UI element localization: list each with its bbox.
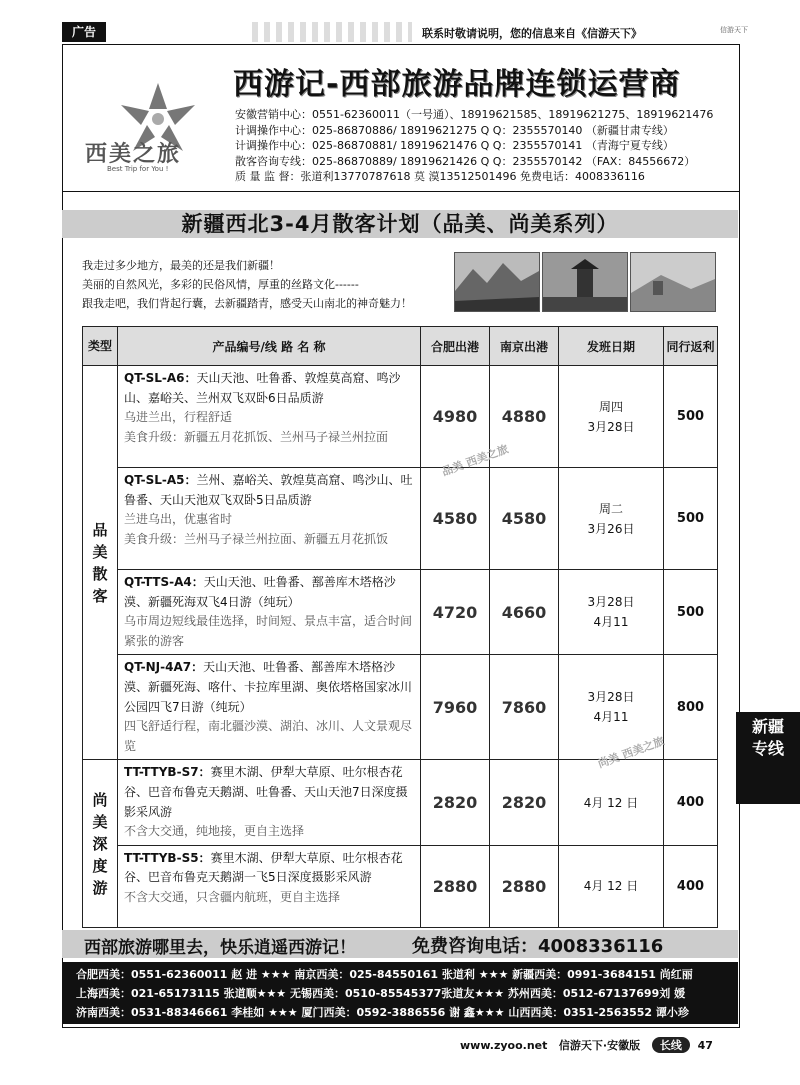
rebate: 800 [664, 655, 718, 760]
route-note: 兰进乌出，优惠省时 [124, 512, 233, 527]
company-title: 西游记-西部旅游品牌连锁运营商 [233, 67, 681, 102]
price-hefei: 2880 [421, 845, 490, 927]
side-tab-char: 专 [751, 739, 768, 758]
date-line: 3月28日 [587, 595, 635, 610]
departure-dates [559, 366, 664, 468]
page-number: 47 [697, 1039, 713, 1052]
branch-line: 合肥西美：0551-62360011 赵 进 ★★★ 南京西美：025-84550161 张道利 ★★★ 新疆西美：0991-3684151 尚红丽 [76, 968, 693, 981]
route-name: 天山天池、吐鲁番、鄯善库木塔格沙漠、新疆死海、喀什、卡拉库里湖、奥依塔格国家冰川公园四飞7日游（纯玩） [124, 660, 413, 714]
slogan-text: 西部旅游哪里去，快乐逍遥西游记！ [84, 938, 356, 958]
price-nanjing: 4880 [490, 366, 559, 468]
category-char: 深 [92, 834, 108, 853]
col-header-hefei: 合肥出港 [421, 327, 490, 366]
category-char: 客 [92, 586, 108, 605]
publication-name: 信游天下·安徽版 [558, 1039, 641, 1052]
table-row [83, 468, 718, 570]
departure-dates [559, 468, 664, 570]
side-tab-char: 线 [768, 739, 785, 758]
product-code: QT-SL-A5： [124, 473, 197, 487]
mountain-photo [454, 252, 540, 312]
category-char: 尚 [92, 790, 108, 809]
date-line: 周二 [598, 501, 623, 516]
date-line: 4月11 [593, 710, 629, 725]
company-header [63, 45, 739, 192]
section-side-tab [736, 712, 800, 804]
price-hefei: 2820 [421, 760, 490, 845]
desert-photo [630, 252, 716, 312]
product-code: QT-SL-A6： [124, 371, 197, 385]
website: www.zyoo.net [460, 1039, 548, 1052]
route-name: 天山天池、吐鲁番、鄯善库木塔格沙漠、新疆死海双飞4日游（纯玩） [124, 575, 396, 609]
section-tag: 长线 [652, 1037, 690, 1053]
contact-list [235, 107, 713, 185]
table-row [83, 760, 718, 845]
price-hefei: 4980 [421, 366, 490, 468]
product-code: QT-TTS-A4： [124, 575, 204, 589]
price-hefei: 4580 [421, 468, 490, 570]
date-line: 3月28日 [587, 419, 635, 434]
branch-line: 济南西美：0531-88346661 李桂如 ★★★ 厦门西美：0592-3886556 谢 鑫★★★ 山西西美：0351-2563552 谭小珍 [76, 1006, 689, 1019]
intro-line: 跟我走吧，我们背起行囊，去新疆踏青，感受天山南北的神奇魅力！ [82, 297, 412, 310]
table-row [83, 845, 718, 927]
price-nanjing: 7860 [490, 655, 559, 760]
route-note: 不含大交通，纯地接，更自主选择 [124, 824, 305, 839]
logo-english-slogan: Best Trip for You ! [107, 165, 169, 173]
table-header-row [83, 327, 718, 366]
category-char: 散 [92, 564, 108, 583]
route-note: 美食升级：新疆五月花抓饭、兰州马子禄兰州拉面 [124, 429, 389, 444]
branch-line: 上海西美：021-65173115 张道顺★★★ 无锡西美：0510-85545377张道友★★★ 苏州西美：0512-67137699刘 媛 [76, 987, 686, 1000]
contact-line: 安徽营销中心：0551-62360011（一号通）、18919621585、18919621275、18919621476 [235, 108, 714, 121]
contact-line: 质 量 监 督：张道利13770787618 莫 漠13512501496 免费电话：4008336116 [235, 170, 645, 183]
route-cell [118, 366, 421, 468]
table-row [83, 366, 718, 468]
route-note: 乌市周边短线最佳选择，时间短、景点丰富，适合时间紧张的游客 [124, 614, 413, 648]
date-line: 4月11 [593, 615, 629, 630]
route-note: 四飞舒适行程，南北疆沙漠、湖泊、冰川、人文景观尽览 [124, 719, 413, 753]
pagoda-photo [542, 252, 628, 312]
category-char: 度 [92, 856, 108, 875]
price-nanjing: 2880 [490, 845, 559, 927]
category-shangmei [83, 760, 118, 927]
category-char: 美 [92, 812, 108, 831]
col-header-nanjing: 南京出港 [490, 327, 559, 366]
decorative-checker [252, 22, 412, 42]
route-cell [118, 570, 421, 655]
logo-chinese-name: 西美之旅 [85, 142, 182, 167]
departure-dates [559, 845, 664, 927]
page-footer [460, 1037, 713, 1053]
contact-line: 计调操作中心：025-86870886/ 18919621275 Q Q：2355570140 （新疆甘肃专线） [235, 123, 674, 137]
route-name: 赛里木湖、伊犁大草原、吐尔根杏花谷、巴音布鲁克天鹅湖、吐鲁番、天山天池7日深度摄影采风游 [124, 765, 408, 819]
rebate: 400 [664, 845, 718, 927]
price-hefei: 7960 [421, 655, 490, 760]
table-row [83, 570, 718, 655]
price-hefei: 4720 [421, 570, 490, 655]
intro-line: 美丽的自然风光，多彩的民俗风情，厚重的丝路文化------ [82, 278, 359, 291]
route-cell [118, 760, 421, 845]
date-line: 3月28日 [587, 690, 635, 705]
price-nanjing: 4660 [490, 570, 559, 655]
rebate: 500 [664, 570, 718, 655]
banner-bar [62, 210, 738, 238]
publication-logo: 信游天下 [720, 26, 748, 34]
intro-text [82, 256, 412, 313]
table-row [83, 655, 718, 760]
plan-title: 新疆西北3-4月散客计划（品美、尚美系列） [181, 212, 619, 236]
product-code: TT-TTYB-S5： [124, 850, 211, 865]
route-note: 不含大交通，只含疆内航班，更自主选择 [124, 889, 341, 904]
departure-dates [559, 760, 664, 845]
category-char: 品 [92, 520, 108, 539]
col-header-type: 类型 [83, 327, 118, 366]
rebate: 400 [664, 760, 718, 845]
date-line: 4月 12 日 [583, 795, 639, 810]
route-name: 赛里木湖、伊犁大草原、吐尔根杏花谷、巴音布鲁克天鹅湖一飞5日深度摄影采风游 [124, 850, 403, 885]
product-code: TT-TTYB-S7： [124, 765, 211, 780]
hotline: 免费咨询电话：4008336116 [412, 936, 664, 957]
category-pinmei [83, 366, 118, 760]
intro-line: 我走过多少地方，最美的还是我们新疆！ [82, 259, 280, 272]
category-char: 美 [92, 542, 108, 561]
route-note: 乌进兰出，行程舒适 [124, 410, 233, 425]
route-note: 美食升级：兰州马子禄兰州拉面、新疆五月花抓饭 [124, 531, 389, 546]
date-line: 4月 12 日 [583, 879, 639, 894]
col-header-dates: 发班日期 [559, 327, 664, 366]
route-cell [118, 845, 421, 927]
col-header-rebate: 同行返利 [664, 327, 718, 366]
col-header-route: 产品编号/线 路 名 称 [118, 327, 421, 366]
category-char: 游 [92, 878, 108, 897]
contact-line: 计调操作中心：025-86870881/ 18919621476 Q Q：2355570141 （青海宁夏专线） [235, 139, 674, 152]
product-code: QT-NJ-4A7： [124, 660, 204, 675]
price-nanjing: 2820 [490, 760, 559, 845]
price-nanjing: 4580 [490, 468, 559, 570]
route-name: 天山天池、吐鲁番、敦煌莫高窟、鸣沙山、嘉峪关、兰州双飞双卧6日品质游 [124, 371, 401, 405]
route-name: 兰州、嘉峪关、敦煌莫高窟、鸣沙山、吐鲁番、天山天池双飞双卧5日品质游 [124, 473, 413, 507]
rebate: 500 [664, 468, 718, 570]
date-line: 3月26日 [587, 521, 635, 536]
shangmei-watermark: 尚美 西美之旅 [596, 734, 667, 771]
route-cell [118, 468, 421, 570]
date-line: 周四 [598, 399, 623, 414]
top-strip [62, 22, 748, 42]
branch-list [62, 962, 738, 1024]
slogan-bar [62, 930, 738, 958]
departure-dates [559, 570, 664, 655]
side-tab-char: 新 [751, 717, 768, 736]
rebate: 500 [664, 366, 718, 468]
ad-tag: 广告 [62, 22, 106, 42]
source-note: 联系时敬请说明，您的信息来自《信游天下》 [422, 27, 642, 40]
photo-strip [454, 252, 716, 310]
contact-line: 散客咨询专线：025-86870889/ 18919621426 Q Q：2355570142 （FAX：84556672） [235, 154, 696, 168]
pinmei-watermark: 品美 西美之旅 [440, 442, 511, 479]
side-tab-char: 疆 [768, 717, 785, 736]
tour-table [82, 326, 718, 928]
route-cell [118, 655, 421, 760]
